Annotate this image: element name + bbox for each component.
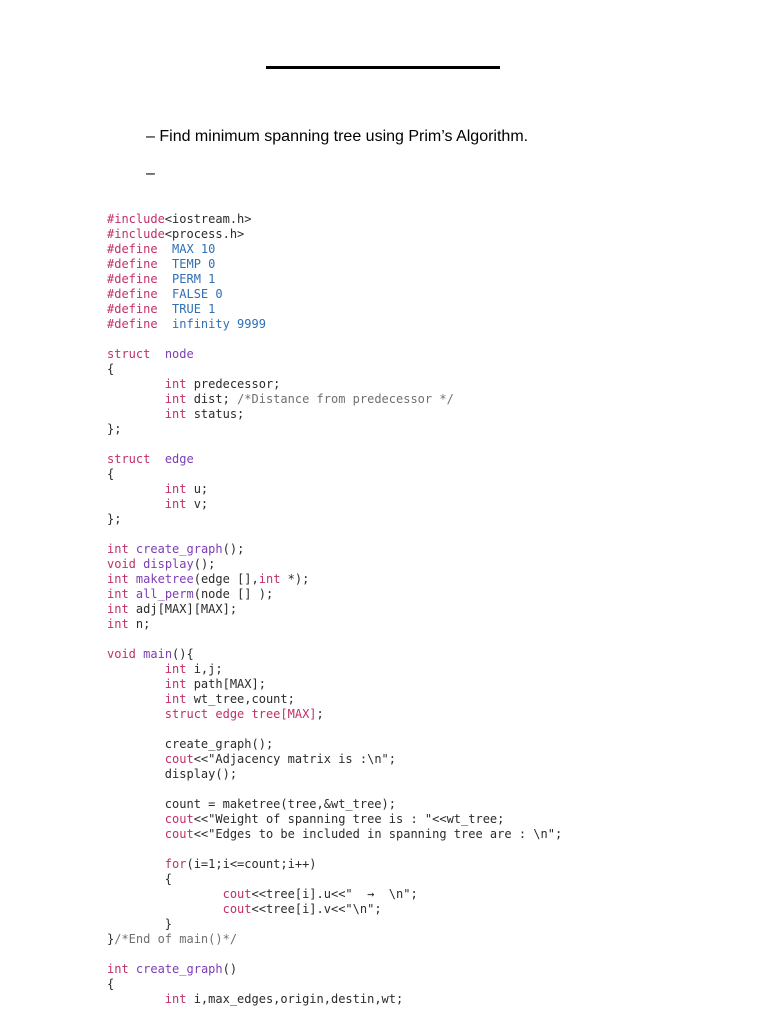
code-line xyxy=(107,947,562,962)
code-line xyxy=(107,497,562,512)
code-line xyxy=(107,992,562,1007)
code-token: for xyxy=(164,857,187,871)
code-token: count = maketree(tree,&wt_tree); xyxy=(107,797,396,811)
code-token: main xyxy=(143,647,173,661)
code-line xyxy=(107,407,562,422)
code-token: ; xyxy=(410,887,418,901)
code-line xyxy=(107,287,562,302)
code-token: status; xyxy=(186,407,245,421)
code-token: PERM 1 xyxy=(172,272,216,286)
code-line xyxy=(107,737,562,752)
code-token: { xyxy=(107,977,115,991)
code-line xyxy=(107,872,562,887)
code-line xyxy=(107,512,562,527)
code-token: } xyxy=(107,932,115,946)
code-line xyxy=(107,812,562,827)
code-token xyxy=(107,482,165,496)
code-token: () xyxy=(222,962,238,976)
code-line xyxy=(107,302,562,317)
code-token: cout xyxy=(222,887,252,901)
code-token: "Edges to be included in spanning tree are : \n" xyxy=(208,827,555,841)
code-token: predecessor; xyxy=(186,377,281,391)
code-line xyxy=(107,272,562,287)
code-token: int xyxy=(107,587,129,601)
code-token: (i=1;i<=count;i++) xyxy=(186,857,317,871)
code-token: struct edge tree[MAX] xyxy=(164,707,317,721)
code-line xyxy=(107,617,562,632)
bullet-item xyxy=(146,165,159,183)
code-token: (edge [], xyxy=(193,572,259,586)
code-token: cout xyxy=(222,902,252,916)
code-line xyxy=(107,722,562,737)
code-line xyxy=(107,572,562,587)
code-token: void xyxy=(107,647,136,661)
code-token: cout xyxy=(164,812,194,826)
code-token: #include xyxy=(107,212,165,226)
code-token xyxy=(158,242,172,256)
code-token: int xyxy=(164,377,187,391)
code-line xyxy=(107,482,562,497)
code-token: int xyxy=(164,497,187,511)
code-line xyxy=(107,962,562,977)
code-token: <iostream.h> xyxy=(164,212,252,226)
code-token: TEMP 0 xyxy=(172,257,216,271)
code-token: #define xyxy=(107,272,158,286)
code-line xyxy=(107,662,562,677)
code-token xyxy=(107,407,165,421)
code-line xyxy=(107,437,562,452)
code-token: MAX 10 xyxy=(172,242,216,256)
code-token xyxy=(107,902,223,916)
code-token: dist; xyxy=(186,392,238,406)
code-token: ; xyxy=(388,752,397,766)
code-token: create_graph(); xyxy=(107,737,274,751)
code-token xyxy=(107,827,165,841)
code-token: int xyxy=(164,662,187,676)
code-token xyxy=(158,317,172,331)
code-token: node xyxy=(164,347,194,361)
code-line xyxy=(107,827,562,842)
code-line xyxy=(107,362,562,377)
code-token: display xyxy=(143,557,194,571)
code-token: <process.h> xyxy=(164,227,245,241)
code-token: all_perm xyxy=(135,587,194,601)
code-token xyxy=(107,392,165,406)
code-token: struct xyxy=(107,347,151,361)
bullet-marker: – xyxy=(146,128,155,145)
code-token: maketree xyxy=(135,572,194,586)
code-token: <<tree[i].u<< xyxy=(251,887,346,901)
bullet-text: Find minimum spanning tree using Prim’s Algorithm. xyxy=(159,128,529,145)
code-token: #define xyxy=(107,302,158,316)
code-line xyxy=(107,527,562,542)
code-token: edge xyxy=(164,452,194,466)
code-line xyxy=(107,917,562,932)
code-token xyxy=(107,707,165,721)
code-token: #include xyxy=(107,227,165,241)
code-line xyxy=(107,977,562,992)
code-line xyxy=(107,587,562,602)
code-token: int xyxy=(107,962,129,976)
code-token: int xyxy=(164,482,187,496)
code-line xyxy=(107,257,562,272)
code-token: create_graph xyxy=(135,542,223,556)
code-line xyxy=(107,452,562,467)
code-token: " → \n" xyxy=(345,887,411,901)
code-token xyxy=(129,572,136,586)
code-token: int xyxy=(107,617,129,631)
code-token xyxy=(107,497,165,511)
heading-rule xyxy=(266,66,500,69)
bullet-marker: – xyxy=(146,165,155,182)
code-token xyxy=(158,287,172,301)
code-line xyxy=(107,887,562,902)
bullet-item xyxy=(146,128,528,146)
code-token: <<tree[i].v<< xyxy=(251,902,346,916)
code-line xyxy=(107,422,562,437)
code-token: int xyxy=(107,572,129,586)
code-line xyxy=(107,692,562,707)
code-token xyxy=(107,887,223,901)
code-token: #define xyxy=(107,317,158,331)
code-token xyxy=(107,857,165,871)
code-token: int xyxy=(107,602,129,616)
code-line xyxy=(107,557,562,572)
code-token xyxy=(107,752,165,766)
code-token xyxy=(129,587,136,601)
code-token: << xyxy=(193,752,209,766)
code-token: int xyxy=(164,692,187,706)
code-line xyxy=(107,212,562,227)
code-token: "Weight of spanning tree is : " xyxy=(208,812,433,826)
code-token: { xyxy=(107,467,115,481)
code-token xyxy=(150,452,164,466)
code-token: int xyxy=(258,572,281,586)
code-token: #define xyxy=(107,242,158,256)
code-token: (); xyxy=(222,542,245,556)
code-token: /*Distance from predecessor */ xyxy=(237,392,454,406)
code-token: struct xyxy=(107,452,151,466)
code-token: infinity 9999 xyxy=(172,317,266,331)
code-token xyxy=(107,992,165,1006)
code-token: void xyxy=(107,557,136,571)
code-token: ; xyxy=(374,902,382,916)
code-token: display(); xyxy=(107,767,238,781)
code-line xyxy=(107,347,562,362)
code-token: #define xyxy=(107,257,158,271)
code-token xyxy=(158,272,172,286)
code-token: cout xyxy=(164,827,194,841)
code-token: u; xyxy=(186,482,209,496)
code-token xyxy=(158,257,172,271)
code-token: int xyxy=(164,392,187,406)
code-token: { xyxy=(107,872,173,886)
code-token: (node [] ); xyxy=(193,587,274,601)
code-token: n; xyxy=(128,617,151,631)
code-token: i,j; xyxy=(186,662,223,676)
code-line xyxy=(107,377,562,392)
code-line xyxy=(107,332,562,347)
code-token: ; xyxy=(554,827,563,841)
code-token: "\n" xyxy=(345,902,375,916)
code-token: FALSE 0 xyxy=(172,287,223,301)
code-token: adj[MAX][MAX]; xyxy=(128,602,238,616)
code-line xyxy=(107,797,562,812)
code-line xyxy=(107,767,562,782)
code-token xyxy=(158,302,172,316)
code-token: int xyxy=(107,542,129,556)
code-token xyxy=(107,692,165,706)
code-line xyxy=(107,242,562,257)
code-line xyxy=(107,857,562,872)
code-line xyxy=(107,392,562,407)
code-token: i,max_edges,origin,destin,wt; xyxy=(186,992,404,1006)
code-line xyxy=(107,647,562,662)
code-token: v; xyxy=(186,497,209,511)
code-token: << xyxy=(193,827,209,841)
code-token: create_graph xyxy=(135,962,223,976)
code-line xyxy=(107,542,562,557)
code-token: }; xyxy=(107,512,122,526)
code-token: int xyxy=(164,677,187,691)
code-token: /*End of main()*/ xyxy=(114,932,238,946)
code-block xyxy=(107,212,562,1007)
code-token xyxy=(150,347,164,361)
code-token: <<wt_tree; xyxy=(432,812,505,826)
code-token: wt_tree,count; xyxy=(186,692,295,706)
code-token: ; xyxy=(316,707,324,721)
code-token: (); xyxy=(193,557,216,571)
code-line xyxy=(107,227,562,242)
code-token: *); xyxy=(280,572,310,586)
code-token: << xyxy=(193,812,209,826)
code-line xyxy=(107,782,562,797)
code-token xyxy=(107,377,165,391)
code-token: int xyxy=(164,407,187,421)
code-line xyxy=(107,317,562,332)
code-token xyxy=(129,962,136,976)
code-token: } xyxy=(107,917,173,931)
code-token: { xyxy=(107,362,115,376)
code-line xyxy=(107,632,562,647)
code-line xyxy=(107,932,562,947)
code-token: int xyxy=(164,992,187,1006)
code-token xyxy=(107,677,165,691)
code-line xyxy=(107,752,562,767)
code-token: path[MAX]; xyxy=(186,677,266,691)
code-token: }; xyxy=(107,422,122,436)
code-token xyxy=(129,542,136,556)
code-token xyxy=(107,812,165,826)
code-token: "Adjacency matrix is :\n" xyxy=(208,752,389,766)
code-line xyxy=(107,677,562,692)
code-line xyxy=(107,602,562,617)
code-token: (){ xyxy=(172,647,194,661)
code-token: cout xyxy=(164,752,194,766)
code-line xyxy=(107,842,562,857)
code-line xyxy=(107,707,562,722)
code-token: #define xyxy=(107,287,158,301)
code-token xyxy=(107,662,165,676)
code-line xyxy=(107,467,562,482)
code-token: TRUE 1 xyxy=(172,302,216,316)
code-line xyxy=(107,902,562,917)
